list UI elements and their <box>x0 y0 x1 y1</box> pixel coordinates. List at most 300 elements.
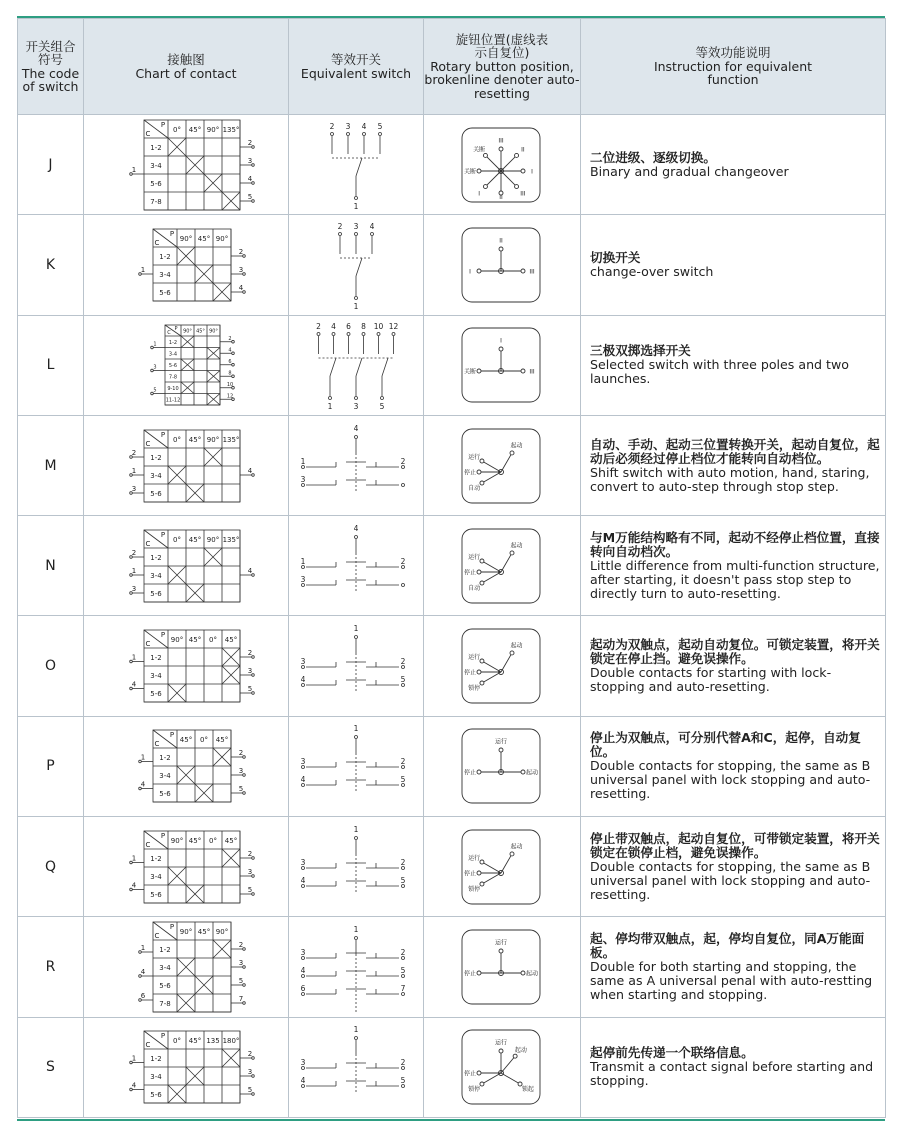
header-equiv-en: Equivalent switch <box>300 65 412 81</box>
equiv-terminal-label: 1 <box>300 456 306 466</box>
chart-angle-label: 0° <box>209 636 217 645</box>
function-en: Transmit a contact signal before starting and stopping. <box>590 1059 874 1089</box>
rotary-label: III <box>529 368 535 376</box>
chart-corner-p: P <box>160 1032 166 1041</box>
chart-terminal-label: 1 <box>140 265 146 274</box>
equiv-terminal-label: 3 <box>300 948 306 958</box>
chart-corner-p: P <box>169 731 175 740</box>
rotary-label: I <box>478 190 480 198</box>
chart-terminal-label: 3 <box>247 156 253 165</box>
function-en: Binary and gradual changeover <box>590 163 789 179</box>
function-cn: 二位进级、逐级切换。 <box>590 149 716 165</box>
chart-terminal-label: 4 <box>238 283 244 292</box>
chart-terminal-label: 4 <box>247 174 253 183</box>
chart-angle-label: 0° <box>173 435 181 444</box>
chart-row-label: 1-2 <box>159 754 171 763</box>
rotary-position <box>427 316 577 414</box>
equivalent-switch-cell <box>289 917 424 1017</box>
chart-terminal-label: 4 <box>131 1081 137 1090</box>
equiv-terminal-label: 2 <box>329 121 335 131</box>
chart-row-label: 5-6 <box>159 790 171 799</box>
chart-terminal-label: 2 <box>247 138 253 147</box>
equivalent-switch <box>291 116 421 214</box>
switch-code: J <box>18 115 84 215</box>
chart-row-label: 3-4 <box>150 872 162 881</box>
chart-terminal-label: 3 <box>238 767 244 776</box>
chart-terminal-label: 5 <box>238 977 244 986</box>
chart-corner-c: C <box>145 1041 151 1050</box>
equiv-terminal-label: 2 <box>316 322 321 332</box>
equivalent-switch-cell <box>289 817 424 917</box>
equiv-terminal-label: 2 <box>400 657 406 667</box>
rotary-label: 起动 <box>525 970 539 978</box>
contact-chart <box>86 116 286 214</box>
contact-chart-cell <box>84 516 289 616</box>
equivalent-switch-cell <box>289 315 424 415</box>
chart-angle-label: 90° <box>183 328 192 335</box>
chart-terminal-label: 1 <box>131 1054 137 1063</box>
chart-terminal-label: 12 <box>226 393 234 400</box>
chart-terminal-label: 3 <box>247 867 253 876</box>
table-row <box>18 817 886 917</box>
chart-angle-label: 45° <box>224 836 238 845</box>
header-equiv <box>289 19 424 115</box>
rotary-label: 运行 <box>494 1039 508 1047</box>
chart-row-label: 5-6 <box>150 489 162 498</box>
chart-angle-label: 90° <box>215 234 229 243</box>
equiv-terminal-label: 4 <box>353 423 359 433</box>
contact-chart-cell <box>84 115 289 215</box>
function-cn: 自动、手动、起动三位置转换开关，起动自复位，起动后必须经过停止档位才能转向自动档位。 <box>590 436 880 466</box>
rotary-label: 运行 <box>468 654 481 662</box>
contact-chart-cell <box>84 1017 289 1117</box>
equiv-terminal-label: 4 <box>300 875 306 885</box>
table-row <box>18 516 886 616</box>
chart-angle-label: 90° <box>170 636 184 645</box>
equivalent-switch <box>291 818 421 916</box>
rotary-label: 运行 <box>468 453 481 461</box>
rotary-label: II <box>499 193 503 201</box>
chart-terminal-label: 1 <box>131 165 137 174</box>
chart-angle-label: 45° <box>197 234 211 243</box>
chart-terminal-label: 10 <box>226 381 234 388</box>
rotary-label: I <box>500 337 502 345</box>
chart-angle-label: 135° <box>222 125 240 134</box>
chart-terminal-label: 4 <box>247 466 253 475</box>
contact-chart <box>86 316 286 414</box>
equivalent-switch <box>291 216 421 314</box>
equiv-terminal-label: 10 <box>373 322 384 332</box>
rotary-label: 起动 <box>510 843 523 851</box>
equiv-terminal-label: 4 <box>361 121 367 131</box>
chart-corner-p: P <box>174 326 178 333</box>
equiv-terminal-label: 2 <box>400 556 406 566</box>
chart-row-label: 1-2 <box>150 453 162 462</box>
rotary-position <box>427 617 577 715</box>
chart-row-label: 3-4 <box>168 351 178 358</box>
chart-row-label: 3-4 <box>150 471 162 480</box>
chart-terminal-label: 2 <box>238 247 244 256</box>
rotary-label: 起动 <box>525 769 539 777</box>
chart-corner-c: C <box>167 330 171 337</box>
equivalent-switch-cell <box>289 616 424 716</box>
contact-chart <box>86 617 286 715</box>
chart-corner-c: C <box>145 439 151 448</box>
chart-terminal-label: 4 <box>140 968 146 977</box>
chart-angle-label: 135° <box>222 435 240 444</box>
equivalent-switch-cell <box>289 1017 424 1117</box>
equivalent-switch-cell <box>289 215 424 315</box>
equivalent-switch <box>291 918 421 1016</box>
chart-angle-label: 45° <box>188 636 202 645</box>
chart-row-label: 3-4 <box>159 270 171 279</box>
rotary-label: 停止 <box>463 669 477 677</box>
rotary-position-cell <box>424 917 581 1017</box>
equivalent-switch-cell <box>289 516 424 616</box>
rotary-label: 自动 <box>468 484 481 492</box>
chart-row-label: 5-6 <box>150 1091 162 1100</box>
chart-terminal-label: 6 <box>140 992 146 1001</box>
chart-row-label: 5-6 <box>159 288 171 297</box>
chart-angle-label: 45° <box>197 928 211 937</box>
chart-terminal-label: 2 <box>131 448 137 457</box>
switch-code: O <box>18 616 84 716</box>
chart-corner-p: P <box>160 430 166 439</box>
chart-angle-label: 135 <box>206 1037 220 1046</box>
contact-chart <box>86 717 286 815</box>
chart-angle-label: 90° <box>170 836 184 845</box>
chart-terminal-label: 1 <box>140 944 146 953</box>
chart-corner-c: C <box>154 932 160 941</box>
chart-terminal-label: 1 <box>131 653 137 662</box>
equiv-terminal-label: 3 <box>300 1058 306 1068</box>
chart-terminal-label: 6 <box>228 358 232 365</box>
equiv-terminal-label: 3 <box>353 221 359 231</box>
chart-terminal-label: 3 <box>131 584 137 593</box>
rotary-position-cell <box>424 1017 581 1117</box>
chart-angle-label: 45° <box>224 636 238 645</box>
chart-row-label: 1-2 <box>168 339 178 346</box>
rotary-position-cell <box>424 616 581 716</box>
equiv-terminal-label: 2 <box>400 1058 406 1068</box>
contact-chart-cell <box>84 917 289 1017</box>
equivalent-switch <box>291 417 421 515</box>
equiv-terminal-label: 5 <box>400 1076 406 1086</box>
chart-angle-label: 45° <box>188 435 202 444</box>
chart-row-label: 3-4 <box>150 1073 162 1082</box>
chart-row-label: 1-2 <box>150 1055 162 1064</box>
header-code <box>18 19 84 115</box>
equiv-terminal-label: 1 <box>353 1025 359 1035</box>
table-row <box>18 917 886 1017</box>
bottom-rule <box>17 1119 885 1121</box>
rotary-label: 锁起 <box>521 1086 534 1094</box>
function-en: Shift switch with auto motion, hand, staring, convert to auto-step through stop step. <box>590 464 870 494</box>
equiv-terminal-label: 1 <box>353 824 359 834</box>
chart-angle-label: 0° <box>200 736 208 745</box>
function-cn: 停止为双触点，可分别代替A和C，起停，自动复位。 <box>590 730 861 760</box>
chart-terminal-label: 5 <box>247 192 253 201</box>
rotary-label: 起动 <box>510 442 523 450</box>
function-cn: 起动为双触点，起动自动复位。可锁定装置，将开关锁定在停止挡。避免误操作。 <box>590 637 880 667</box>
equivalent-switch <box>291 717 421 815</box>
chart-row-label: 3-4 <box>150 161 162 170</box>
chart-terminal-label: 1 <box>153 341 157 348</box>
chart-row-label: 1-2 <box>159 252 171 261</box>
header-rotary <box>424 19 581 115</box>
function-description <box>581 1017 886 1117</box>
switch-code: M <box>18 415 84 515</box>
function-description <box>581 616 886 716</box>
chart-terminal-label: 4 <box>247 566 253 575</box>
chart-row-label: 3-4 <box>150 571 162 580</box>
chart-terminal-label: 4 <box>131 881 137 890</box>
rotary-label: 起动 <box>510 542 523 550</box>
chart-angle-label: 90° <box>206 535 220 544</box>
chart-row-label: 1-2 <box>150 654 162 663</box>
chart-terminal-label: 2 <box>247 849 253 858</box>
equiv-terminal-label: 1 <box>353 201 359 211</box>
chart-row-label: 5-6 <box>159 982 171 991</box>
equiv-terminal-label: 5 <box>400 966 406 976</box>
chart-angle-label: 45° <box>179 736 193 745</box>
switch-table-wrapper <box>17 18 885 1118</box>
chart-angle-label: 90° <box>206 435 220 444</box>
equiv-terminal-label: 3 <box>300 474 306 484</box>
function-cn: 起、停均带双触点，起，停均自复位，同A万能面板。 <box>590 931 865 961</box>
chart-angle-label: 0° <box>209 836 217 845</box>
chart-corner-p: P <box>169 923 175 932</box>
equiv-terminal-label: 2 <box>337 221 343 231</box>
equiv-terminal-label: 8 <box>361 322 366 332</box>
function-description <box>581 516 886 616</box>
equiv-terminal-label: 1 <box>353 301 359 311</box>
chart-corner-c: C <box>145 640 151 649</box>
equiv-terminal-label: 3 <box>300 857 306 867</box>
chart-terminal-label: 3 <box>247 667 253 676</box>
contact-chart <box>86 417 286 515</box>
chart-row-label: 7-8 <box>150 197 162 206</box>
equiv-terminal-label: 1 <box>353 724 359 734</box>
switch-code: L <box>18 315 84 415</box>
equiv-terminal-label: 2 <box>400 757 406 767</box>
equivalent-switch-cell <box>289 415 424 515</box>
equiv-terminal-label: 7 <box>400 984 406 994</box>
chart-corner-p: P <box>160 631 166 640</box>
function-description <box>581 716 886 816</box>
rotary-label: 锁停 <box>468 685 481 693</box>
header-code-cn: 开关组合符号 <box>25 38 76 67</box>
equiv-terminal-label: 1 <box>353 925 359 935</box>
contact-chart-cell <box>84 616 289 716</box>
contact-chart-cell <box>84 315 289 415</box>
chart-angle-label: 90° <box>206 125 220 134</box>
table-row <box>18 415 886 515</box>
header-chart-cn: 接触图 <box>167 52 205 67</box>
function-en: change-over switch <box>590 263 714 279</box>
table-row <box>18 115 886 215</box>
function-description <box>581 415 886 515</box>
chart-terminal-label: 3 <box>153 364 157 371</box>
equiv-terminal-label: 2 <box>400 456 406 466</box>
header-rotary-cn: 旋钮位置(虚线表示自复位) <box>455 31 549 61</box>
chart-terminal-label: 1 <box>140 753 146 762</box>
chart-row-label: 5-6 <box>168 362 178 369</box>
equiv-terminal-label: 2 <box>400 857 406 867</box>
chart-corner-c: C <box>154 238 160 247</box>
rotary-label: 锁停 <box>468 885 481 893</box>
chart-row-label: 5-6 <box>150 589 162 598</box>
equivalent-switch <box>291 1018 421 1116</box>
function-cn: 与M万能结构略有不同，起动不经停止档位置，直接转向自动档次。 <box>590 529 880 559</box>
chart-angle-label: 0° <box>173 535 181 544</box>
equiv-terminal-label: 2 <box>400 948 406 958</box>
chart-row-label: 5-6 <box>150 690 162 699</box>
rotary-label: 停止 <box>463 769 477 777</box>
rotary-label: III <box>529 268 535 276</box>
equivalent-switch <box>291 316 421 414</box>
rotary-position <box>427 116 577 214</box>
equiv-terminal-label: 6 <box>346 322 351 332</box>
rotary-label: I <box>469 268 471 276</box>
rotary-label: 关断 <box>473 146 486 154</box>
rotary-label: III <box>520 190 526 198</box>
equiv-terminal-label: 12 <box>388 322 399 332</box>
contact-chart <box>86 517 286 615</box>
chart-terminal-label: 2 <box>247 1050 253 1059</box>
equiv-terminal-label: 3 <box>300 574 306 584</box>
chart-terminal-label: 2 <box>131 548 137 557</box>
chart-corner-p: P <box>160 120 166 129</box>
chart-terminal-label: 5 <box>247 1086 253 1095</box>
contact-chart <box>86 1018 286 1116</box>
function-description <box>581 917 886 1017</box>
equiv-terminal-label: 1 <box>353 624 359 634</box>
rotary-label: 自动 <box>468 584 481 592</box>
chart-terminal-label: 5 <box>247 885 253 894</box>
chart-angle-label: 45° <box>215 736 229 745</box>
chart-terminal-label: 1 <box>131 566 137 575</box>
equiv-terminal-label: 3 <box>300 657 306 667</box>
chart-angle-label: 45° <box>188 1037 202 1046</box>
function-cn: 切换开关 <box>590 249 641 265</box>
equivalent-switch <box>291 617 421 715</box>
chart-row-label: 1-2 <box>150 553 162 562</box>
rotary-label: 停止 <box>463 1070 477 1078</box>
rotary-position <box>427 717 577 815</box>
chart-angle-label: 45° <box>188 535 202 544</box>
switch-code: N <box>18 516 84 616</box>
chart-terminal-label: 7 <box>238 995 244 1004</box>
function-en: Double contacts for starting with lock-stopping and auto-resetting. <box>590 665 832 695</box>
rotary-position <box>427 417 577 515</box>
header-rotary-en: Rotary button position, brokenline denoter auto-resetting <box>424 58 580 101</box>
function-description <box>581 115 886 215</box>
chart-corner-p: P <box>160 530 166 539</box>
chart-row-label: 7-8 <box>168 374 178 381</box>
contact-chart-cell <box>84 716 289 816</box>
chart-terminal-label: 4 <box>228 347 232 354</box>
contact-chart <box>86 918 286 1016</box>
rotary-label: 锁停 <box>468 1086 481 1094</box>
rotary-label: 停止 <box>463 870 477 878</box>
chart-terminal-label: 3 <box>131 484 137 493</box>
chart-terminal-label: 2 <box>238 749 244 758</box>
header-func-en: Instruction for equivalent function <box>653 58 813 88</box>
chart-row-label: 7-8 <box>159 1000 171 1009</box>
chart-terminal-label: 4 <box>140 780 146 789</box>
rotary-label: II <box>521 146 525 154</box>
rotary-position-cell <box>424 115 581 215</box>
chart-terminal-label: 8 <box>228 370 232 377</box>
switch-code: P <box>18 716 84 816</box>
function-en: Double contacts for stopping, the same as B universal panel with lock stopping and auto-resetting. <box>590 858 871 902</box>
function-en: Selected switch with three poles and two launches. <box>590 357 849 387</box>
chart-angle-label: 45° <box>188 125 202 134</box>
table-row <box>18 315 886 415</box>
rotary-position-cell <box>424 315 581 415</box>
rotary-position <box>427 216 577 314</box>
chart-row-label: 1-2 <box>150 143 162 152</box>
chart-angle-label: 0° <box>173 1037 181 1046</box>
chart-terminal-label: 2 <box>228 335 232 342</box>
rotary-position-cell <box>424 817 581 917</box>
function-description <box>581 315 886 415</box>
rotary-label: 起动 <box>510 642 523 650</box>
rotary-label: 停止 <box>463 569 477 577</box>
chart-angle-label: 90° <box>215 928 229 937</box>
function-description <box>581 215 886 315</box>
rotary-label: 起动 <box>514 1047 527 1055</box>
contact-chart <box>86 216 286 314</box>
chart-row-label: 3-4 <box>159 964 171 973</box>
rotary-label: 停止 <box>463 970 477 978</box>
chart-row-label: 3-4 <box>150 672 162 681</box>
rotary-position <box>427 918 577 1016</box>
chart-angle-label: 45° <box>188 836 202 845</box>
equiv-terminal-label: 4 <box>369 221 375 231</box>
rotary-position-cell <box>424 415 581 515</box>
chart-terminal-label: 3 <box>238 265 244 274</box>
chart-terminal-label: 2 <box>238 941 244 950</box>
rotary-label: 关断 <box>463 168 477 176</box>
equiv-terminal-label: 4 <box>300 775 306 785</box>
chart-row-label: 1-2 <box>150 854 162 863</box>
equiv-terminal-label: 1 <box>300 556 306 566</box>
chart-terminal-label: 3 <box>247 1068 253 1077</box>
rotary-label: III <box>498 137 504 145</box>
rotary-position <box>427 818 577 916</box>
chart-terminal-label: 1 <box>131 854 137 863</box>
equiv-terminal-label: 5 <box>400 875 406 885</box>
chart-angle-label: 180° <box>222 1037 240 1046</box>
equiv-terminal-label: 1 <box>327 402 333 412</box>
rotary-label: 运行 <box>494 939 508 947</box>
header-chart-en: Chart of contact <box>135 65 237 81</box>
rotary-position <box>427 517 577 615</box>
header-func-cn: 等效功能说明 <box>695 45 771 61</box>
chart-row-label: 11-12 <box>165 397 181 404</box>
rotary-position <box>427 1018 577 1116</box>
equiv-terminal-label: 3 <box>300 757 306 767</box>
chart-row-label: 5-6 <box>150 179 162 188</box>
chart-angle-label: 90° <box>179 928 193 937</box>
contact-chart-cell <box>84 415 289 515</box>
equiv-terminal-label: 5 <box>400 775 406 785</box>
contact-chart-cell <box>84 215 289 315</box>
chart-terminal-label: 2 <box>247 649 253 658</box>
chart-corner-p: P <box>160 831 166 840</box>
